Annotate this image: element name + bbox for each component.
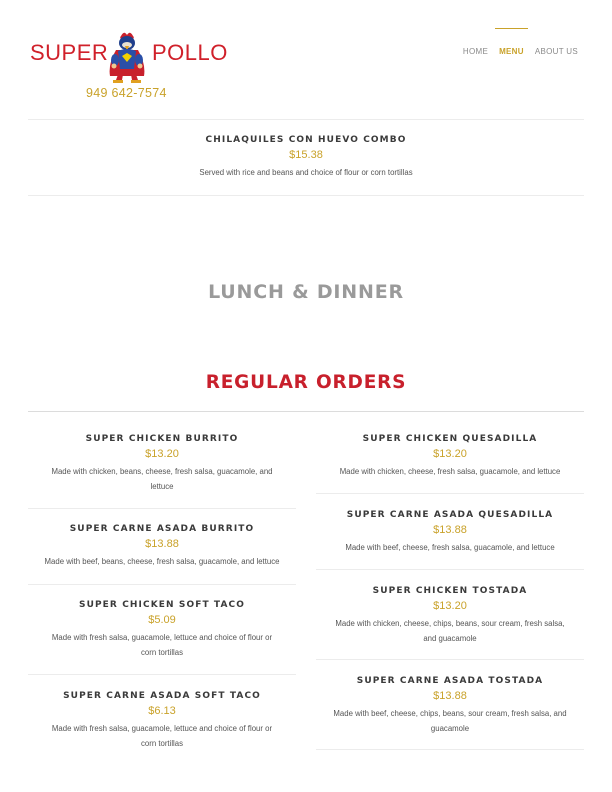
item-price: $6.13	[148, 705, 176, 717]
item-description-line: Made with chicken, beans, cheese, fresh salsa, guacamole, and	[51, 467, 273, 476]
item-description-line: lettuce	[150, 482, 174, 491]
section-title-lunch-dinner: LUNCH & DINNER	[208, 281, 404, 303]
item-name: SUPER CHICKEN TOSTADA	[372, 586, 528, 596]
divider	[28, 195, 584, 196]
item-price: $13.88	[433, 524, 467, 536]
divider	[28, 411, 584, 412]
item-description	[316, 464, 584, 479]
item-price: $13.20	[145, 448, 179, 460]
item-name: SUPER CARNE ASADA TOSTADA	[356, 676, 544, 686]
item-description-line: and guacamole	[423, 634, 477, 643]
item-description	[316, 706, 584, 736]
menu-item	[28, 691, 296, 751]
divider	[28, 674, 296, 675]
item-name: SUPER CHICKEN QUESADILLA	[362, 434, 538, 444]
item-description-line: Made with chicken, cheese, fresh salsa, guacamole, and lettuce	[339, 467, 561, 476]
main-nav	[452, 47, 578, 56]
menu-item	[28, 524, 296, 569]
divider	[28, 119, 584, 120]
item-price: $5.09	[148, 614, 176, 626]
item-description	[28, 630, 296, 660]
menu-item	[316, 510, 584, 555]
item-price: $15.38	[289, 149, 323, 161]
cutoff-previous-text	[0, 91, 612, 99]
menu-item	[316, 676, 584, 736]
nav-about-us[interactable]: ABOUT US	[534, 47, 578, 56]
item-description-line: Made with chicken, cheese, chips, beans, sour cream, fresh salsa,	[335, 619, 565, 628]
menu-item	[316, 586, 584, 646]
phone-number[interactable]: 949 642-7574	[86, 86, 167, 100]
item-description	[316, 616, 584, 646]
divider	[316, 493, 584, 494]
item-description-line: corn tortillas	[140, 648, 184, 657]
menu-item	[28, 600, 296, 660]
item-description-line: Made with fresh salsa, guacamole, lettuce and choice of flour or	[51, 633, 273, 642]
logo-text-right: POLLO	[152, 40, 228, 65]
menu-item	[28, 135, 584, 180]
item-name: SUPER CHICKEN BURRITO	[85, 434, 239, 444]
item-name: SUPER CARNE ASADA QUESADILLA	[346, 510, 554, 520]
item-name: SUPER CARNE ASADA SOFT TACO	[63, 691, 261, 701]
item-description: Served with rice and beans and choice of flour or corn tortillas	[199, 168, 413, 177]
logo-text-left: SUPER	[30, 40, 109, 65]
divider	[316, 659, 584, 660]
nav-menu[interactable]: MENU	[499, 47, 524, 56]
menu-item	[28, 434, 296, 494]
item-description-line: guacamole	[430, 724, 470, 733]
item-price: $13.20	[433, 600, 467, 612]
divider	[28, 584, 296, 585]
divider	[316, 749, 584, 750]
menu-item	[316, 434, 584, 479]
divider	[316, 569, 584, 570]
rooster-mascot-icon	[104, 30, 150, 84]
site-logo[interactable]	[28, 30, 228, 84]
item-description-line: corn tortillas	[140, 739, 184, 748]
item-price: $13.20	[433, 448, 467, 460]
item-price: $13.88	[433, 690, 467, 702]
item-description-line: Made with beef, cheese, fresh salsa, guacamole, and lettuce	[345, 543, 555, 552]
divider	[28, 508, 296, 509]
section-title-regular-orders: REGULAR ORDERS	[205, 372, 407, 393]
item-name: SUPER CARNE ASADA BURRITO	[69, 524, 255, 534]
item-description-line: Made with beef, beans, cheese, fresh salsa, guacamole, and lettuce	[44, 557, 280, 566]
item-description	[28, 554, 296, 569]
item-description	[316, 540, 584, 555]
item-description-line: Made with fresh salsa, guacamole, lettuce and choice of flour or	[51, 724, 273, 733]
item-price: $13.88	[145, 538, 179, 550]
item-name: SUPER CHICKEN SOFT TACO	[79, 600, 245, 610]
item-name: CHILAQUILES CON HUEVO COMBO	[205, 135, 407, 145]
nav-home[interactable]: HOME	[462, 47, 489, 56]
item-description	[28, 721, 296, 751]
item-description-line: Made with beef, cheese, chips, beans, sour cream, fresh salsa, and	[333, 709, 567, 718]
item-description	[28, 464, 296, 494]
